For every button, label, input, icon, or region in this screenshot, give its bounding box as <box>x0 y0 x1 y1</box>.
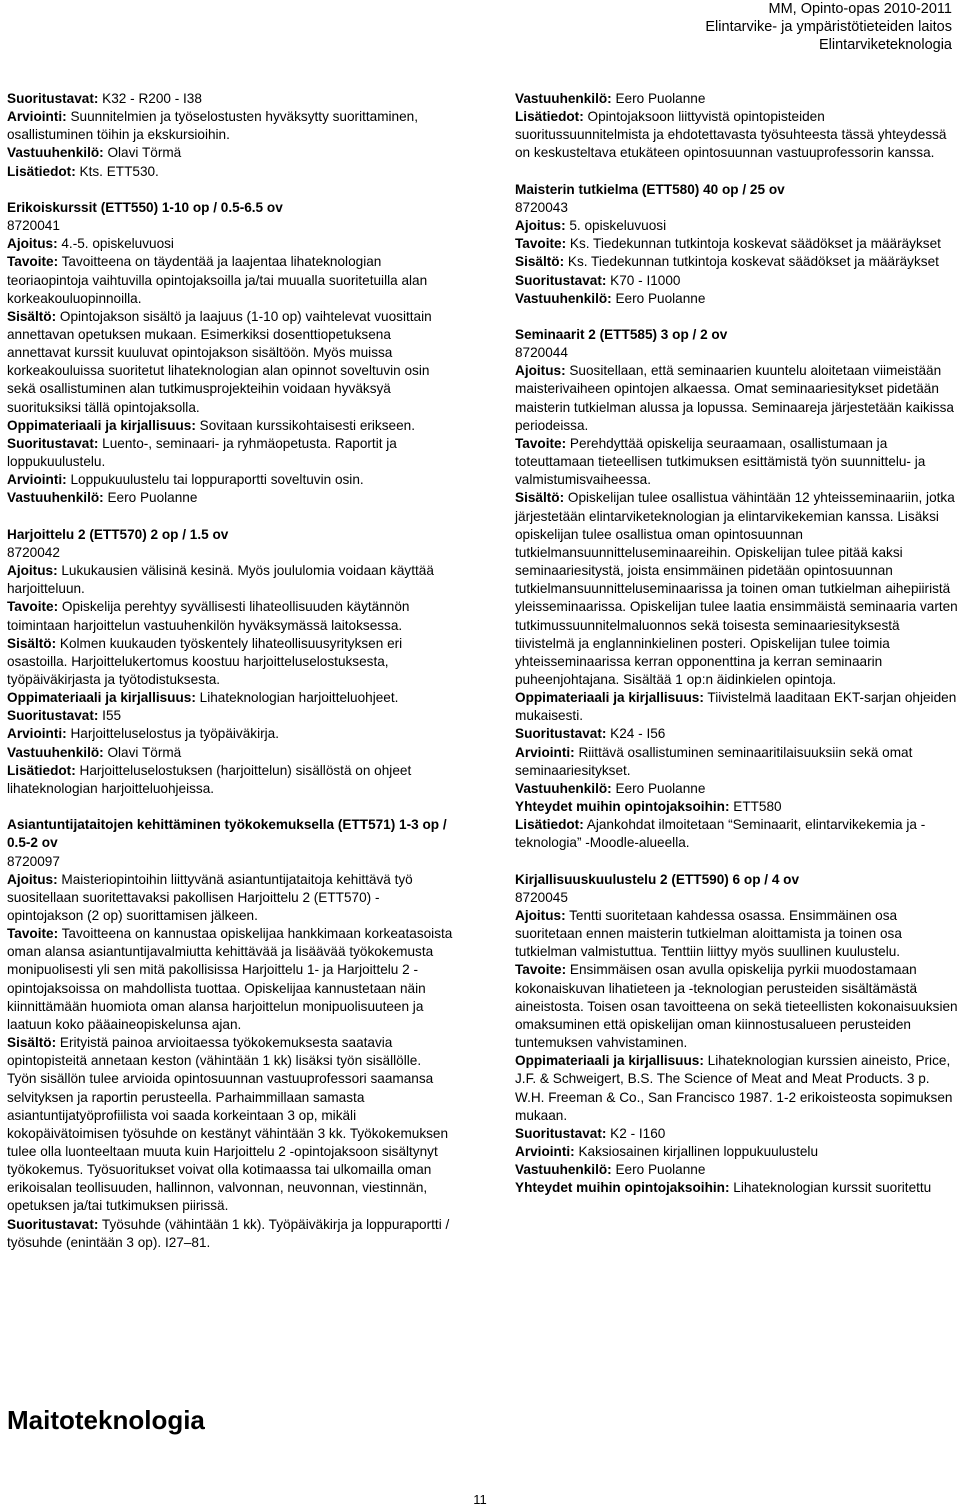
course-field <box>515 961 960 1052</box>
field-text: Ks. Tiedekunnan tutkintoja koskevat säädökset ja määräykset <box>564 254 939 270</box>
field-text: Ensimmäisen osan avulla opiskelija pyrkii muodostamaan kokonaiskuvan lihatieteen ja -teknologian perusteiden sisältämästä aineistosta. Toisen osan tavoitteena on sekä tieteellisten kokonaisuuksien omaksuminen että opiskelijan oman kiinnostusalueen perusteiden tuntemuksen vahvistaminen. <box>515 962 958 1051</box>
field-label: Sisältö: <box>7 308 57 324</box>
field-text: Opintojakson sisältö ja laajuus (1-10 op) vaihtelevat vuosittain annettavan opetuksen mukaan. Esimerkiksi dosenttiopetuksena annettavat kurssit kuuluvat opintojakson sisältöön. Myös muissa korkeakouluissa suoritetut lihateknologian alan opinnot soveltuvin osin sekä osallistuminen alan tutkimusprojekteihin voidaan hyväksyä suorituksiksi tällä opintojaksolla. <box>7 308 432 415</box>
field-label: Oppimateriaali ja kirjallisuus: <box>515 690 704 706</box>
course-field <box>515 344 960 362</box>
course-field <box>515 108 960 162</box>
field-label: Arviointi: <box>515 1144 575 1160</box>
course-block <box>515 326 960 853</box>
course-field <box>515 816 960 852</box>
course-field <box>515 689 960 725</box>
course-block <box>7 199 453 508</box>
field-label: Suoritustavat: <box>515 1125 607 1141</box>
field-label: Lisätiedot: <box>7 762 76 778</box>
course-block <box>515 90 960 163</box>
field-label: Arviointi: <box>7 472 67 488</box>
course-field <box>7 925 453 1034</box>
header-line-1: MM, Opinto-opas 2010-2011 <box>768 1 952 17</box>
course-field <box>515 1052 960 1125</box>
field-label: Lisätiedot: <box>515 817 584 833</box>
field-label: Oppimateriaali ja kirjallisuus: <box>515 1053 704 1069</box>
field-text: Kaksiosainen kirjallinen loppukuulustelu <box>574 1144 818 1160</box>
course-field <box>7 689 453 707</box>
field-label: Oppimateriaali ja kirjallisuus: <box>7 417 196 433</box>
course-title: Maisterin tutkielma (ETT580) 40 op / 25 ov <box>515 181 785 197</box>
field-label: Tavoite: <box>515 236 567 252</box>
field-text: Harjoitteluselostus ja työpäiväkirja. <box>66 726 279 742</box>
field-text: Opiskelijan tulee osallistua vähintään 12 yhteisseminaariin, jotka järjestetään elintarviketeknologian ja elintarvikekemian kanssa. Lisäksi opiskelijan tulee osallistua oman opintosuunnan tutkielmansuunnitteluseminaareihin. Opiskelijan tulee pitää kaksi seminaariesitystä, joista ensimmäinen pidetään opintosuunnan tutkielmansuunnitteluseminaarissa ja toinen oman tutkielman aihepiiristä yleisseminaarissa. Opiskelijan tulee laatia ensimmäistä seminaaria varten tutkimussuunnitelmaluonnos sekä toisesta seminaariesityksestä tiivistelmä ja englanninkielinen posteri. Opiskelijan tulee toimia yhteisseminaarissa kerran opponenttina ja kerran seminaarin puheenjohtajana. Sisältää 1 op:n äidinkielen opintoja. <box>515 490 958 687</box>
field-label: Suoritustavat: <box>7 91 99 106</box>
field-label: Arviointi: <box>7 726 67 742</box>
field-text: 8720045 <box>515 889 568 905</box>
course-field <box>7 144 453 162</box>
course-field <box>515 1179 960 1197</box>
course-block <box>7 90 453 181</box>
course-field <box>7 417 453 435</box>
course-block <box>7 526 453 798</box>
course-field <box>515 907 960 961</box>
course-field <box>515 1143 960 1161</box>
field-label: Lisätiedot: <box>515 109 584 125</box>
field-text: K32 - R200 - I38 <box>98 91 202 106</box>
field-text: Loppukuulustelu tai loppuraportti soveltuvin osin. <box>66 472 364 488</box>
course-field <box>7 1034 453 1216</box>
field-label: Sisältö: <box>515 254 565 270</box>
field-label: Tavoite: <box>7 254 59 270</box>
field-label: Tavoite: <box>515 962 567 978</box>
field-label: Ajoitus: <box>515 363 566 379</box>
field-text: Kolmen kuukauden työskentely lihateollisuusyrityksen eri osastoilla. Harjoittelukertomus koostuu harjoitteluselostuksesta, työpäiväkirjasta ja työtodistuksesta. <box>7 635 403 687</box>
field-label: Ajoitus: <box>7 563 58 579</box>
course-field <box>515 217 960 235</box>
course-field <box>515 199 960 217</box>
course-field <box>515 1125 960 1143</box>
field-label: Vastuuhenkilö: <box>515 91 612 106</box>
field-text: Luento-, seminaari- ja ryhmäopetusta. Raportit ja loppukuulustelu. <box>7 435 397 470</box>
course-field <box>515 725 960 743</box>
field-label: Arviointi: <box>7 109 67 125</box>
field-text: Eero Puolanne <box>611 290 706 306</box>
field-text: Ks. Tiedekunnan tutkintoja koskevat säädökset ja määräykset <box>566 236 941 252</box>
header-line-3: Elintarviketeknologia <box>819 37 952 53</box>
field-text: Eero Puolanne <box>611 780 706 796</box>
field-text: K2 - I160 <box>606 1125 666 1141</box>
field-text: Sovitaan kurssikohtaisesti erikseen. <box>195 417 415 433</box>
field-text: Ajankohdat ilmoitetaan “Seminaarit, elintarvikekemia ja -teknologia” -Moodle-alueella. <box>515 817 926 851</box>
field-label: Suoritustavat: <box>7 1216 99 1232</box>
field-text: Erityistä painoa arvioitaessa työkokemuksesta saatavia opintopisteitä annetaan keston (vähintään 1 kk) lisäksi työn sisällölle. Työn sisällön tulee arvioida opintosuunnan vastuuprofessori saamansa selvityksen ja raportin perusteella. Parhaimmillaan samasta asiantuntijatyöprofiilista voi saada korkeintaan 3 op, mikäli kokopäivätoimisen työsuhde on kestänyt vähintään 3 kk. Työkokemuksen tulee olla luonteeltaan muuta kuin Harjoittelu 2 -opintojaksoon sisältynyt työkokemus. Työsuoritukset voivat olla kotimaassa tai ulkomailla oman erikoisalan teollisuuden, hallinnon, valvonnan, neuvonnan, viestinnän, opetuksen ja/tai tutkimuksen piirissä. <box>7 1035 449 1214</box>
field-label: Vastuuhenkilö: <box>7 145 104 161</box>
field-text: Tavoitteena on kannustaa opiskelijaa hankkimaan korkeatasoista oman alansa asiantuntijavalmiutta kehittävää ja lisäävää työkokemusta monipuolisesti yli sen mitä pakollisissa Harjoittelu 1- ja Harjoittelu 2 -opintojaksoissa on mahdollista tuottaa. Opiskelijaa kannustetaan näin kiinnittämään huomiota oman alansa harjoittelun monipuolisuuteen ja laatuun koko pääaineopiskelunsa ajan. <box>7 926 453 1032</box>
field-text: Harjoitteluselostuksen (harjoittelun) sisällöstä on ohjeet lihateknologian harjoitteluohjeissa. <box>7 762 412 796</box>
field-label: Suoritustavat: <box>515 726 607 742</box>
field-label: Tavoite: <box>515 435 567 451</box>
course-field <box>515 272 960 290</box>
field-label: Vastuuhenkilö: <box>7 744 104 760</box>
course-field <box>7 489 453 507</box>
course-field <box>515 435 960 489</box>
field-text: 8720041 <box>7 218 60 234</box>
course-field <box>7 435 453 471</box>
course-field <box>515 235 960 253</box>
course-title: Erikoiskurssit (ETT550) 1-10 op / 0.5-6.5 ov <box>7 199 283 215</box>
section-heading: Maitoteknologia <box>7 1405 205 1435</box>
field-text: Maisteriopintoihin liittyvänä asiantuntijataitoja kehittävä työ suositellaan suoritettavaksi pakollisen Harjoittelu 2 (ETT570) -opintojakson (2 op) suorittamisen jälkeen. <box>7 871 413 923</box>
field-text: Lukukausien välisinä kesinä. Myös joululomia voidaan käyttää harjoitteluun. <box>7 563 434 597</box>
course-field <box>7 598 453 634</box>
course-block <box>515 181 960 308</box>
course-field <box>515 362 960 435</box>
field-text: 4.-5. opiskeluvuosi <box>57 236 174 252</box>
field-text: Suositellaan, että seminaarien kuuntelu aloitetaan viimeistään maisterivaiheen opintojen alkaessa. Omat seminaariesitykset pidetään maisterin tutkielman alussa ja lopussa. Seminaareja järjestetään kaikissa periodeissa. <box>515 363 954 433</box>
field-text: Opiskelija perehtyy syvällisesti lihateollisuuden käytännön toimintaan harjoittelun vastuuhenkilön hyväksymässä laitoksessa. <box>7 599 410 633</box>
course-field <box>7 744 453 762</box>
course-field <box>7 707 453 725</box>
course-field <box>7 90 453 108</box>
field-text: 8720044 <box>515 345 568 361</box>
field-text: 8720043 <box>515 199 568 215</box>
course-title: Seminaarit 2 (ETT585) 3 op / 2 ov <box>515 327 728 342</box>
course-field <box>7 217 453 235</box>
field-label: Sisältö: <box>515 490 565 506</box>
field-label: Ajoitus: <box>515 218 566 234</box>
field-text: Riittävä osallistuminen seminaaritilaisuuksiin sekä omat seminaariesitykset. <box>515 744 913 778</box>
course-field <box>515 889 960 907</box>
field-label: Tavoite: <box>7 926 59 942</box>
course-field <box>515 489 960 689</box>
field-text: Tiivistelmä laaditaan EKT-sarjan ohjeiden mukaisesti. <box>515 690 957 724</box>
course-field <box>515 290 960 308</box>
field-label: Ajoitus: <box>7 871 58 887</box>
field-text: Eero Puolanne <box>103 490 198 506</box>
field-text: Lihateknologian kurssien aineisto, Price, J.F. & Schweigert, B.S. The Science of Meat and Meat Products. 3 p. W.H. Freeman & Co., San Francisco 1987. 1-2 erikoisteosta sopimuksen mukaan. <box>515 1053 953 1123</box>
field-text: Opintojaksoon liittyvistä opintopisteiden suoritussuunnitelmista ja ehdotettavasta työsuhteesta tässä yhteydessä on keskusteltava etukäteen opintosuunnan vastuuprofessorin kanssa. <box>515 109 947 161</box>
course-field <box>7 108 453 144</box>
field-label: Vastuuhenkilö: <box>515 290 612 306</box>
course-field <box>7 762 453 798</box>
course-field <box>7 471 453 489</box>
field-label: Ajoitus: <box>7 236 58 252</box>
field-label: Ajoitus: <box>515 907 566 923</box>
field-label: Suoritustavat: <box>7 435 99 451</box>
course-field <box>515 1161 960 1179</box>
field-label: Sisältö: <box>7 635 57 651</box>
field-label: Yhteydet muihin opintojaksoihin: <box>515 799 730 815</box>
course-field <box>7 562 453 598</box>
field-text: Kts. ETT530. <box>75 163 159 179</box>
left-column <box>7 90 453 1270</box>
course-field <box>7 853 453 871</box>
field-text: Suunnitelmien ja työselostusten hyväksytty suorittaminen, osallistuminen töihin ja ekskursioihin. <box>7 109 419 143</box>
field-text: 8720042 <box>7 544 60 560</box>
field-text: Perehdyttää opiskelija seuraamaan, osallistumaan ja toteuttamaan tieteellisen tutkimuksen esittämistä työn suunnittelu- ja valmistumisvaiheessa. <box>515 435 926 488</box>
field-text: Eero Puolanne <box>611 1162 706 1178</box>
course-title: Kirjallisuuskuulustelu 2 (ETT590) 6 op / 4 ov <box>515 871 800 887</box>
header-line-2: Elintarvike- ja ympäristötieteiden laitos <box>705 19 952 35</box>
course-field <box>515 780 960 798</box>
course-field <box>7 308 453 417</box>
page-number: 11 <box>473 1492 487 1507</box>
field-label: Arviointi: <box>515 744 575 760</box>
course-field <box>7 725 453 743</box>
field-label: Vastuuhenkilö: <box>7 490 104 506</box>
field-text: 5. opiskeluvuosi <box>565 218 667 234</box>
course-title: Harjoittelu 2 (ETT570) 2 op / 1.5 ov <box>7 526 229 542</box>
field-text: Lihateknologian harjoitteluohjeet. <box>195 690 399 706</box>
field-label: Vastuuhenkilö: <box>515 1162 612 1178</box>
field-text: Tavoitteena on täydentää ja laajentaa lihateknologian teoriaopintoja vaihtuvilla opintojaksoilla ja/tai muualla suoritetuilla alan korkeakouluopinnoilla. <box>7 254 428 306</box>
field-text: Olavi Törmä <box>103 145 182 161</box>
field-label: Suoritustavat: <box>7 708 99 724</box>
field-text: ETT580 <box>729 799 782 815</box>
field-text: Tentti suoritetaan kahdessa osassa. Ensimmäinen osa suoritetaan ennen maisterin tutkielman aloittamista ja toinen osa tutkielman valmistuttua. Tenttiin liittyy myös suullinen kuulustelu. <box>515 907 902 960</box>
course-block <box>7 816 453 1252</box>
field-label: Sisältö: <box>7 1035 57 1051</box>
field-text: I55 <box>98 708 122 724</box>
field-text: 8720097 <box>7 853 60 869</box>
course-field <box>7 163 453 181</box>
course-field <box>7 871 453 925</box>
field-label: Vastuuhenkilö: <box>515 780 612 796</box>
field-text: K70 - I1000 <box>606 272 681 288</box>
course-title: Asiantuntijataitojen kehittäminen työkokemuksella (ETT571) 1-3 op / 0.5-2 ov <box>7 817 447 851</box>
course-field <box>7 544 453 562</box>
field-text: K24 - I56 <box>606 726 666 742</box>
field-label: Oppimateriaali ja kirjallisuus: <box>7 690 196 706</box>
course-field <box>7 253 453 307</box>
field-text: Työsuhde (vähintään 1 kk). Työpäiväkirja ja loppuraportti / työsuhde (enintään 3 op). I27‒81. <box>7 1216 450 1250</box>
course-field <box>7 635 453 689</box>
field-text: Olavi Törmä <box>103 744 182 760</box>
field-text: Lihateknologian kurssit suoritettu <box>729 1180 932 1196</box>
field-text: Eero Puolanne <box>611 91 706 106</box>
course-field <box>515 798 960 816</box>
field-label: Yhteydet muihin opintojaksoihin: <box>515 1180 730 1196</box>
course-field <box>7 235 453 253</box>
field-label: Tavoite: <box>7 599 59 615</box>
course-field <box>515 253 960 271</box>
field-label: Suoritustavat: <box>515 272 607 288</box>
field-label: Lisätiedot: <box>7 163 76 179</box>
page-header <box>705 0 952 54</box>
course-field <box>515 744 960 780</box>
right-column <box>515 90 960 1216</box>
course-block <box>515 871 960 1198</box>
course-field <box>7 1216 453 1252</box>
course-field <box>515 90 960 108</box>
